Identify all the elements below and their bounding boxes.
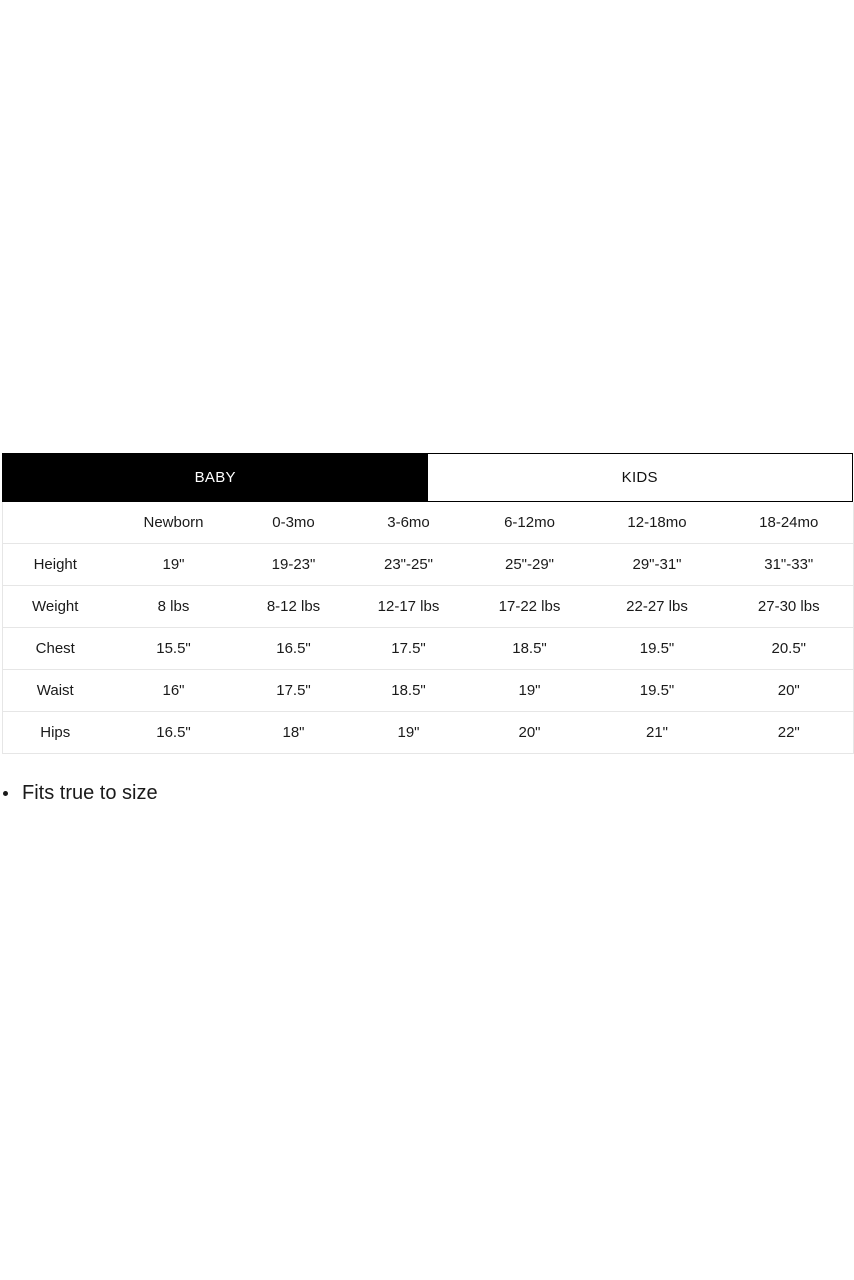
- table-cell: 25"-29": [470, 544, 590, 586]
- tab-kids[interactable]: KIDS: [428, 454, 853, 501]
- table-row: [3, 670, 854, 712]
- table-row: [3, 712, 854, 754]
- row-label: Hips: [3, 712, 108, 754]
- table-cell: 16.5": [240, 628, 348, 670]
- table-row: [3, 628, 854, 670]
- header-cell: 3-6mo: [348, 502, 470, 544]
- table-cell: 31"-33": [725, 544, 854, 586]
- row-label: Height: [3, 544, 108, 586]
- table-cell: 22-27 lbs: [590, 586, 725, 628]
- table-cell: 19": [348, 712, 470, 754]
- table-cell: 19": [108, 544, 240, 586]
- table-cell: 18.5": [470, 628, 590, 670]
- table-cell: 21": [590, 712, 725, 754]
- table-cell: 29"-31": [590, 544, 725, 586]
- row-label: Waist: [3, 670, 108, 712]
- header-cell: 12-18mo: [590, 502, 725, 544]
- row-label: Chest: [3, 628, 108, 670]
- table-cell: 20.5": [725, 628, 854, 670]
- header-cell: 18-24mo: [725, 502, 854, 544]
- table-header-row: [3, 502, 854, 544]
- table-cell: 20": [725, 670, 854, 712]
- table-cell: 23"-25": [348, 544, 470, 586]
- table-cell: 18": [240, 712, 348, 754]
- header-cell: 0-3mo: [240, 502, 348, 544]
- header-cell-blank: [3, 502, 108, 544]
- table-cell: 19.5": [590, 628, 725, 670]
- size-category-tabs: [2, 453, 853, 502]
- table-row: [3, 586, 854, 628]
- table-cell: 27-30 lbs: [725, 586, 854, 628]
- tab-baby[interactable]: BABY: [3, 454, 428, 501]
- table-cell: 17-22 lbs: [470, 586, 590, 628]
- bullet-icon: [3, 791, 8, 796]
- list-item: [0, 778, 158, 808]
- fit-note-text: Fits true to size: [22, 782, 158, 804]
- table-cell: 19.5": [590, 670, 725, 712]
- table-cell: 16.5": [108, 712, 240, 754]
- table-cell: 22": [725, 712, 854, 754]
- table-cell: 8 lbs: [108, 586, 240, 628]
- table-cell: 20": [470, 712, 590, 754]
- table-cell: 17.5": [240, 670, 348, 712]
- table-cell: 18.5": [348, 670, 470, 712]
- fit-notes-list: [0, 778, 158, 808]
- table-cell: 12-17 lbs: [348, 586, 470, 628]
- table-cell: 19": [470, 670, 590, 712]
- table-cell: 17.5": [348, 628, 470, 670]
- table-cell: 19-23": [240, 544, 348, 586]
- table-cell: 16": [108, 670, 240, 712]
- table-cell: 15.5": [108, 628, 240, 670]
- size-guide: [2, 453, 853, 754]
- size-chart-table: [2, 502, 854, 754]
- header-cell: 6-12mo: [470, 502, 590, 544]
- row-label: Weight: [3, 586, 108, 628]
- table-cell: 8-12 lbs: [240, 586, 348, 628]
- table-row: [3, 544, 854, 586]
- header-cell: Newborn: [108, 502, 240, 544]
